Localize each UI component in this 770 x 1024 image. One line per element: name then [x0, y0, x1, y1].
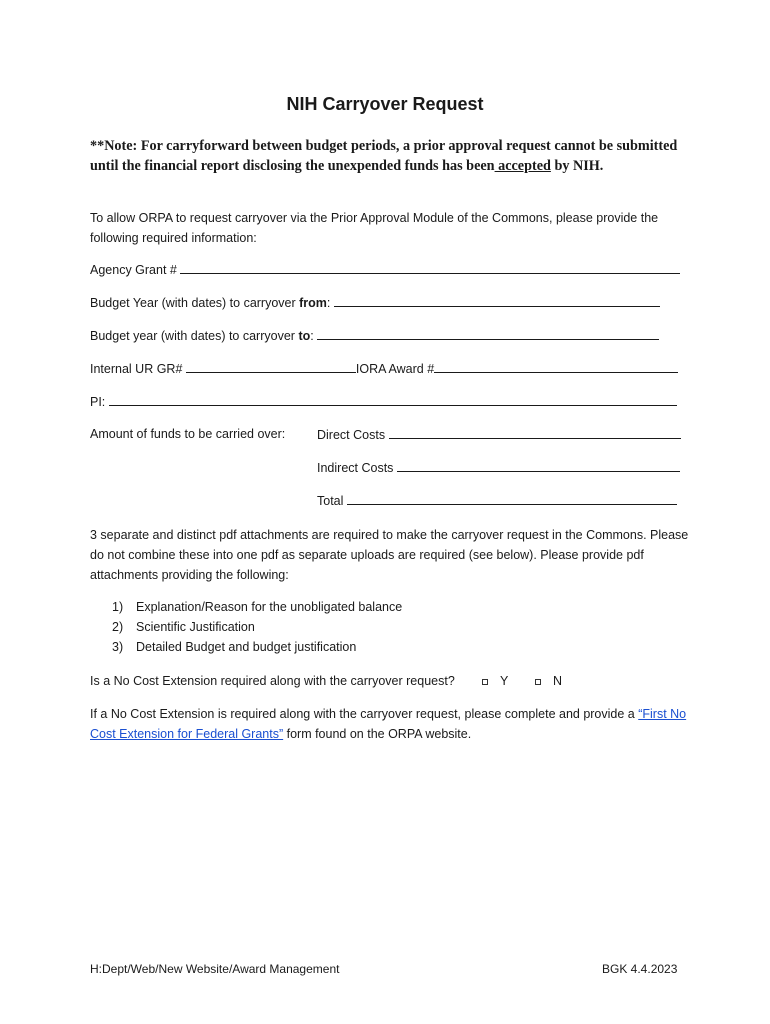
intro-paragraph: To allow ORPA to request carryover via the Prior Approval Module of the Commons, please provide the following required information: [90, 211, 659, 245]
note-accepted: accepted [494, 158, 551, 174]
iora-award-label: IORA Award # [355, 362, 435, 376]
pi-input[interactable] [109, 394, 677, 406]
option-yes[interactable] [482, 671, 508, 691]
iora-award-input[interactable] [434, 361, 678, 373]
list-number: 2) [112, 620, 124, 634]
budget-to-bold: to [298, 329, 311, 343]
nce-paragraph [90, 704, 690, 744]
footer-version: BGK 4.4.2023 [602, 962, 678, 976]
list-text: Explanation/Reason for the unobligated balance [136, 600, 403, 614]
budget-from-colon: : [326, 296, 331, 310]
option-no[interactable] [535, 671, 562, 691]
indirect-costs-label: Indirect Costs [317, 461, 394, 475]
list-text: Scientific Justification [136, 620, 255, 634]
pi-row [90, 394, 677, 409]
pi-label: PI: [90, 395, 106, 409]
list-item [112, 617, 402, 637]
budget-from-row [90, 295, 660, 310]
direct-costs-row [317, 427, 681, 442]
attachments-paragraph: 3 separate and distinct pdf attachments are required to make the carryover request in the Commons. Please do not combine these into one pdf as separate uploads are required (see below). Please provide pdf attachments providing the following: [90, 528, 689, 582]
agency-grant-label: Agency Grant # [90, 263, 177, 277]
internal-ur-label: Internal UR GR# [90, 362, 183, 376]
option-yes-label: Y [500, 674, 509, 688]
nce-question: Is a No Cost Extension required along with the carryover request? [90, 674, 455, 688]
footer-path: H:Dept/Web/New Website/Award Management [90, 962, 340, 976]
direct-costs-input[interactable] [389, 427, 681, 439]
budget-from-label: Budget Year (with dates) to carryover [90, 296, 300, 310]
indirect-costs-row [317, 460, 680, 475]
note-paragraph [90, 136, 690, 176]
list-item [112, 637, 402, 657]
page-title: NIH Carryover Request [286, 94, 484, 114]
note-text: **Note: For carryforward between budget periods, a prior approval request cannot be submitted until the financial report disclosing the unexpended funds has been [90, 138, 678, 174]
agency-grant-row [90, 262, 680, 277]
budget-to-colon: : [310, 329, 314, 343]
budget-to-row [90, 328, 659, 343]
attachments-list [112, 597, 402, 657]
amount-label: Amount of funds to be carried over: [90, 427, 286, 441]
budget-from-input[interactable] [334, 295, 660, 307]
list-item [112, 597, 402, 617]
budget-to-label: Budget year (with dates) to carryover [90, 329, 299, 343]
total-input[interactable] [347, 493, 677, 505]
option-no-label: N [553, 674, 563, 688]
internal-ur-input[interactable] [186, 361, 356, 373]
checkbox-icon[interactable] [482, 679, 488, 685]
note-tail: by NIH. [550, 158, 604, 174]
budget-from-bold: from [299, 296, 327, 310]
nce-paragraph-text: If a No Cost Extension is required along with the carryover request, please complete and provide a [90, 707, 639, 721]
total-label: Total [317, 494, 344, 508]
list-number: 3) [112, 640, 124, 654]
total-row [317, 493, 677, 508]
list-number: 1) [112, 600, 124, 614]
checkbox-icon[interactable] [535, 679, 541, 685]
budget-to-input[interactable] [317, 328, 659, 340]
list-text: Detailed Budget and budget justification [136, 640, 357, 654]
indirect-costs-input[interactable] [397, 460, 680, 472]
direct-costs-label: Direct Costs [317, 428, 386, 442]
agency-grant-input[interactable] [180, 262, 680, 274]
nce-form-link[interactable]: “First No Cost Extension for Federal Grants” [90, 707, 687, 741]
internal-ur-row [90, 361, 678, 376]
nce-paragraph-tail: form found on the ORPA website. [283, 727, 472, 741]
